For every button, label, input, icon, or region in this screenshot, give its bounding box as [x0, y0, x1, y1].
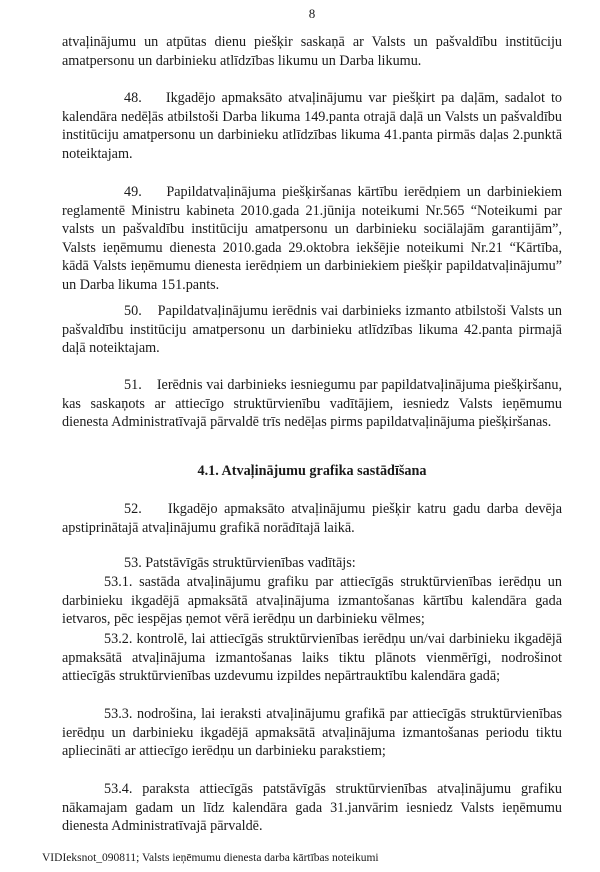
paragraph-53-2: 53.2. kontrolē, lai attiecīgās struktūrvienības ierēdņu un/vai darbinieku ikgadējā apmaksātā atvaļinājuma izmantošanas laiks tiktu plānots vienmērīgi, nodrošinot attiecīgās struktūrvienības uzdevumu izpildes nepārtrauktību kalendāra gadā; — [62, 631, 562, 685]
paragraph-49: 49. Papildatvaļinājuma piešķiršanas kārtību ierēdņiem un darbiniekiem reglamentē Ministru kabineta 2010.gada 21.jūnija noteikumi Nr.565 “Noteikumi par valsts un pašvaldību institūciju amatpersonu un darbinieku sociālajām garantijām”, Valsts ieņēmumu dienesta 2010.gada 29.oktobra iekšējie noteikumi Nr.21 “Kārtība, kādā Valsts ieņēmumu dienesta ierēdņiem un darbiniekiem piešķir papildatvaļinājumu” un Darba likuma 151.pants. — [62, 184, 562, 293]
section-heading: 4.1. Atvaļinājumu grafika sastādīšana — [197, 463, 427, 479]
paragraph-continuation: atvaļinājumu un atpūtas dienu piešķir saskaņā ar Valsts un pašvaldību institūciju amatpersonu un darbinieku atlīdzības likumu un Darba likumu. — [62, 34, 562, 69]
paragraph-52: 52. Ikgadējo apmaksāto atvaļinājumu piešķir katru gadu darba devēja apstiprinātajā atvaļinājumu grafikā norādītajā laikā. — [62, 501, 562, 536]
paragraph-53-3: 53.3. nodrošina, lai ieraksti atvaļinājumu grafikā par attiecīgās struktūrvienības ierēdņu un darbinieku ikgadējā apmaksātā atvaļinājuma izmantošanas periodu tiktu apliecināti ar attiecīgo ierēdņu un darbinieku parakstiem; — [62, 706, 562, 760]
paragraph-50: 50. Papildatvaļinājumu ierēdnis vai darbinieks izmanto atbilstoši Valsts un pašvaldību institūciju amatpersonu un darbinieku atlīdzības likuma 42.panta pirmajā daļā noteiktajam. — [62, 303, 562, 357]
paragraph-48: 48. Ikgadējo apmaksāto atvaļinājumu var piešķirt pa daļām, sadalot to kalendāra nedēļās atbilstoši Darba likuma 149.panta otrajā daļā un Valsts un pašvaldību institūciju amatpersonu un darbinieku atlīdzības likuma 41.panta pirmās daļas 2.punktā noteiktajam. — [62, 90, 562, 162]
paragraph-53-4: 53.4. paraksta attiecīgās patstāvīgās struktūrvienības atvaļinājumu grafiku nākamajam gadam un līdz kalendāra gada 31.janvārim iesniedz Valsts ieņēmumu dienesta Administratīvajā pārvaldē. — [62, 781, 562, 835]
paragraph-53: 53. Patstāvīgās struktūrvienības vadītājs: — [124, 555, 356, 571]
paragraph-53-1: 53.1. sastāda atvaļinājumu grafiku par attiecīgās struktūrvienības ierēdņu un darbinieku ikgadējā apmaksātā atvaļinājuma izmantošanas kārtību kalendāra gada ietvaros, pēc iespējas ņemot vērā ierēdņu un darbinieku vēlmes; — [62, 574, 562, 628]
page-number: 8 — [308, 6, 316, 21]
paragraph-51: 51. Ierēdnis vai darbinieks iesniegumu par papildatvaļinājuma piešķiršanu, kas saskaņots ar attiecīgo struktūrvienību vadītājiem, iesniedz Valsts ieņēmumu dienesta Administratīvajā pārvaldē trīs nedēļas pirms papildatvaļinājuma piešķiršanas. — [62, 377, 562, 431]
page-footer: VIDIeksnot_090811; Valsts ieņēmumu dienesta darba kārtības noteikumi — [42, 852, 379, 864]
document-page — [42, 0, 562, 872]
